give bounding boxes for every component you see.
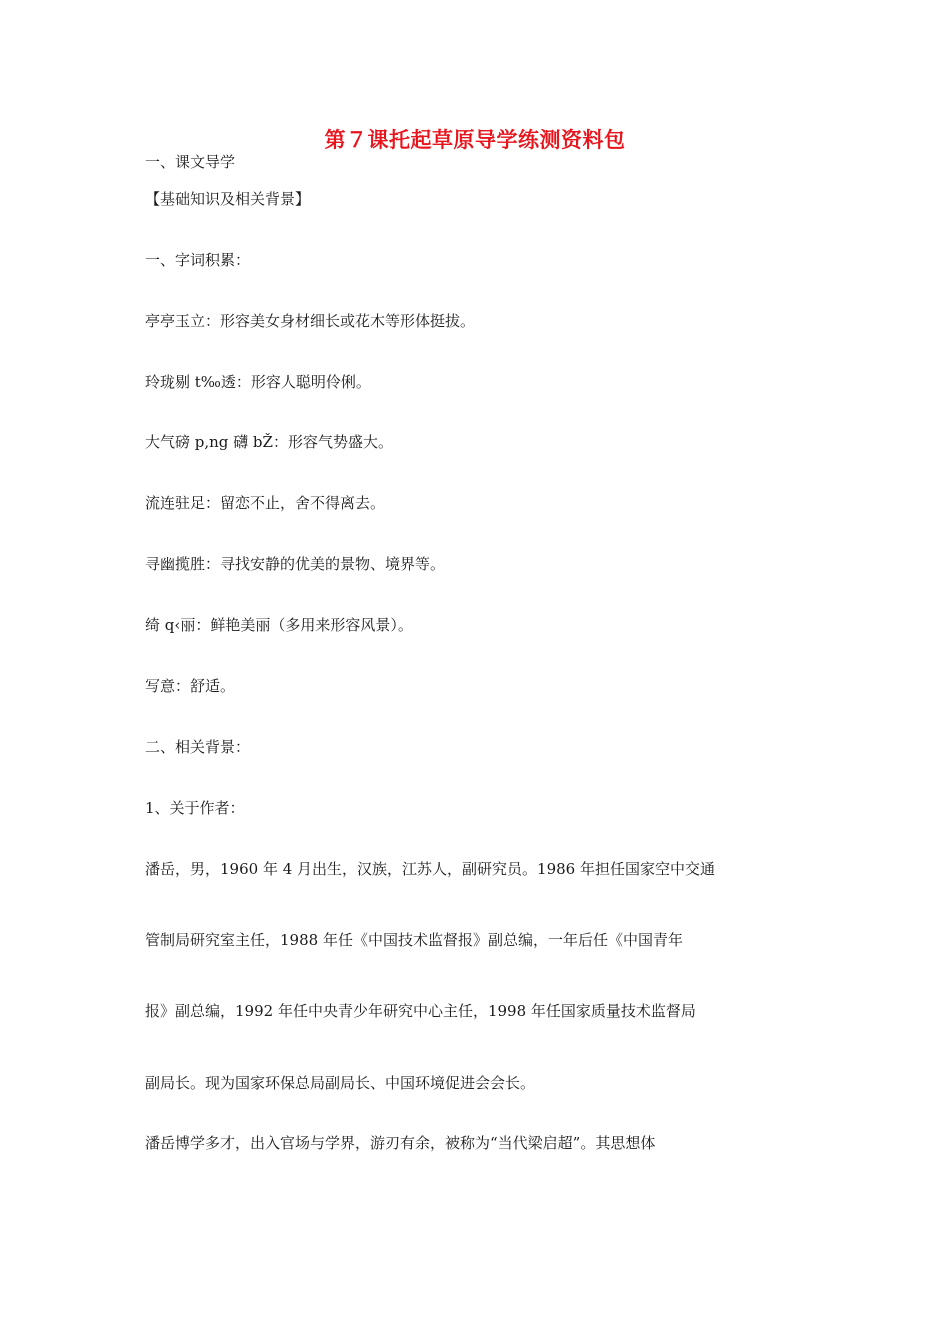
paragraph-line: 报》副总编，1992 年任中央青少年研究中心主任，1998 年任国家质量技术监督局 [145,1002,696,1020]
heading-vocabulary: 一、字词积累： [145,251,251,269]
document-title: 第７课托起草原导学练测资料包 [324,128,626,152]
paragraph-line: 副局长。现为国家环保总局副局长、中国环境促进会会长。 [145,1074,536,1092]
paragraph-line: 管制局研究室主任，1988 年任《中国技术监督报》副总编，一年后任《中国青年 [145,931,683,949]
vocab-item: 玲珑剔 t‰透：形容人聪明伶俐。 [145,373,371,391]
paragraph-line: 潘岳博学多才，出入官场与学界，游刃有余，被称为“当代梁启超”。其思想体 [145,1134,656,1152]
vocab-item: 大气磅 p,ng 礴 bŽ：形容气势盛大。 [145,433,393,451]
heading-about-author: 1、关于作者： [145,799,245,817]
vocab-item: 写意：舒适。 [145,677,236,695]
subheading-basic-knowledge: 【基础知识及相关背景】 [145,190,311,208]
vocab-item: 流连驻足：留恋不止，舍不得离去。 [145,494,386,512]
vocab-item: 亭亭玉立：形容美女身材细长或花木等形体挺拔。 [145,312,476,330]
section-heading-course-guide: 一、课文导学 [145,153,236,171]
vocab-item: 寻幽揽胜：寻找安静的优美的景物、境界等。 [145,555,446,573]
vocab-item: 绮 q‹丽：鲜艳美丽（多用来形容风景）。 [145,616,413,634]
paragraph-line: 潘岳，男，1960 年 4 月出生，汉族，江苏人，副研究员。1986 年担任国家空中交通 [145,860,715,878]
heading-background: 二、相关背景： [145,738,251,756]
